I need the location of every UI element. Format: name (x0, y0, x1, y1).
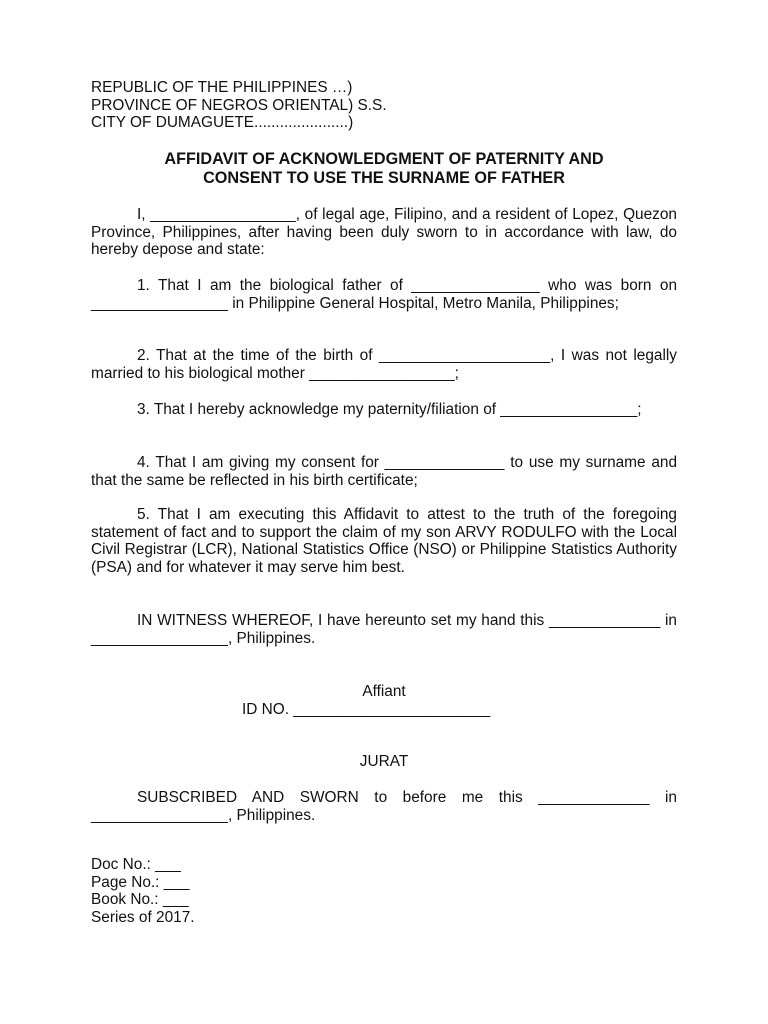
caption-province: PROVINCE OF NEGROS ORIENTAL) S.S. (91, 96, 387, 114)
paragraph-1-text: 1. That I am the biological father of _______________ who was born on ________________ in Philippine General Hospital, Metro Manila, Philippines; (91, 277, 677, 312)
paragraph-3 (91, 401, 677, 419)
affiant-label: Affiant (362, 683, 406, 700)
jurat-heading: JURAT (359, 753, 409, 770)
series-year: Series of 2017. (91, 908, 195, 926)
witness-paragraph (91, 612, 677, 647)
paragraph-2-text: 2. That at the time of the birth of ____________________, I was not legally married to his biological mother _________________; (91, 347, 677, 382)
id-number-line: ID NO. _______________________ (242, 701, 491, 718)
paragraph-3-text: 3. That I hereby acknowledge my paternity/filiation of ________________; (137, 401, 642, 418)
witness-text: IN WITNESS WHEREOF, I have hereunto set my hand this _____________ in ________________, Philippines. (91, 612, 677, 647)
caption-city: CITY OF DUMAGUETE......................) (91, 114, 354, 132)
paragraph-4 (91, 454, 677, 489)
title-line-2: CONSENT TO USE THE SURNAME OF FATHER (203, 169, 565, 187)
document-title (91, 150, 677, 188)
intro-text: I, _________________, of legal age, Filipino, and a resident of Lopez, Quezon Province, Philippines, after having been duly sworn to in accordance with law, do hereby depose and state: (91, 206, 677, 259)
paragraph-2 (91, 347, 677, 382)
jurat-text: SUBSCRIBED AND SWORN to before me this _____________ in ________________, Philippines. (91, 789, 677, 824)
page-no: Page No.: ___ (91, 873, 190, 891)
notarial-register (91, 856, 195, 926)
paragraph-4-text: 4. That I am giving my consent for ______________ to use my surname and that the same be reflected in his birth certificate; (91, 454, 677, 489)
jurat-paragraph (91, 789, 677, 824)
paragraph-1 (91, 277, 677, 312)
book-no: Book No.: ___ (91, 891, 189, 909)
title-line-1: AFFIDAVIT OF ACKNOWLEDGMENT OF PATERNITY AND (164, 150, 604, 168)
paragraph-5 (91, 506, 677, 576)
doc-no: Doc No.: ___ (91, 856, 181, 873)
intro-paragraph (91, 206, 677, 259)
paragraph-5-text: 5. That I am executing this Affidavit to attest to the truth of the foregoing statement of fact and to support the claim of my son ARVY RODULFO with the Local Civil Registrar (LCR), National Statistics Office (NSO) or Philippine Statistics Authority (PSA) and for whatever it may serve him best. (91, 506, 677, 576)
venue-caption (91, 79, 387, 132)
caption-republic: REPUBLIC OF THE PHILIPPINES …) (91, 79, 353, 96)
